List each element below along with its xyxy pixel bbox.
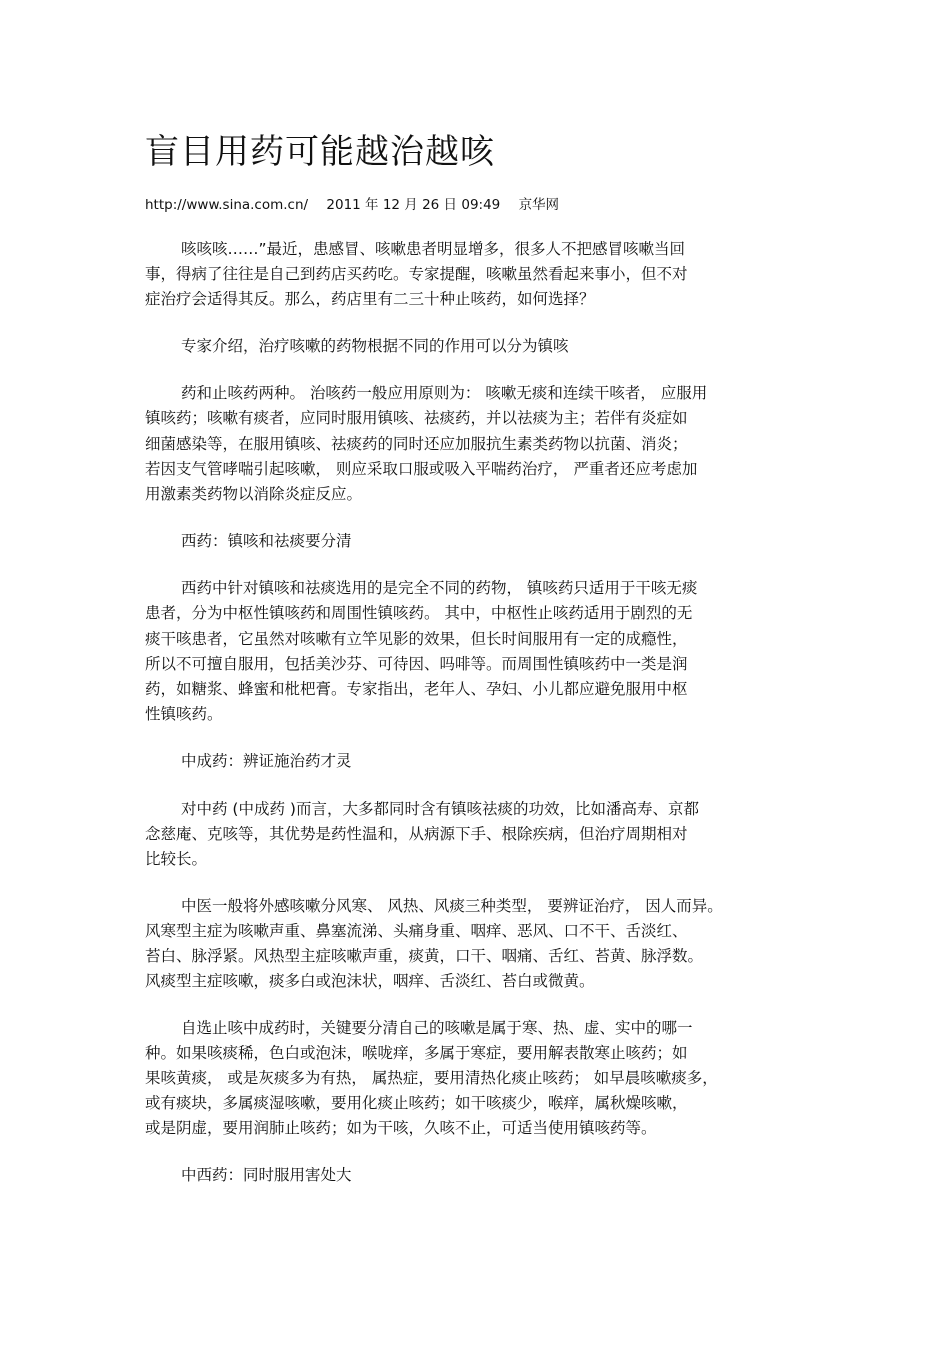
- section-heading: 中西药：同时服用害处大: [181, 1166, 352, 1184]
- body-line: 苔白、脉浮紧。风热型主症咳嗽声重，痰黄，口干、咽痛、舌红、苔黄、脉浮数。: [145, 947, 704, 965]
- body-line: 咳咳咳……”最近，患感冒、咳嗽患者明显增多，很多人不把感冒咳嗽当回: [181, 240, 686, 258]
- body-line: 风寒型主症为咳嗽声重、鼻塞流涕、头痛身重、咽痒、恶风、口不干、舌淡红、: [145, 922, 688, 940]
- body-line: 比较长。: [145, 850, 208, 868]
- source-name: 京华网: [518, 197, 560, 213]
- body-line: 念慈庵、克咳等，其优势是药性温和，从病源下手、根除疾病，但治疗周期相对: [145, 825, 688, 843]
- body-line: 或是阴虚，要用润肺止咳药；如为干咳，久咳不止，可适当使用镇咳药等。: [145, 1119, 657, 1137]
- publish-date: 2011 年 12 月 26 日 09:49: [326, 197, 501, 213]
- body-line: 症治疗会适得其反。那么，药店里有二三十种止咳药，如何选择？: [145, 290, 595, 308]
- article-title: 盲目用药可能越治越咳: [145, 132, 495, 172]
- body-line: 西药中针对镇咳和祛痰选用的是完全不同的药物， 镇咳药只适用于干咳无痰: [181, 579, 698, 597]
- body-line: 患者，分为中枢性镇咳药和周围性镇咳药。 其中，中枢性止咳药适用于剧烈的无: [145, 604, 693, 622]
- body-line: 所以不可擅自服用，包括美沙芬、可待因、吗啡等。而周围性镇咳药中一类是润: [145, 655, 688, 673]
- body-line: 痰干咳患者，它虽然对咳嗽有立竿见影的效果，但长时间服用有一定的成瘾性，: [145, 630, 688, 648]
- body-line: 种。如果咳痰稀，色白或泡沫，喉咙痒，多属于寒症，要用解表散寒止咳药；如: [145, 1044, 688, 1062]
- body-line: 药，如糖浆、蜂蜜和枇杷膏。专家指出，老年人、孕妇、小儿都应避免服用中枢: [145, 680, 688, 698]
- body-line: 用激素类药物以消除炎症反应。: [145, 485, 363, 503]
- body-line: 或有痰块，多属痰湿咳嗽，要用化痰止咳药；如干咳痰少，喉痒，属秋燥咳嗽，: [145, 1094, 688, 1112]
- body-line: 事，得病了往往是自己到药店买药吃。专家提醒，咳嗽虽然看起来事小，但不对: [145, 265, 688, 283]
- body-line: 风痰型主症咳嗽，痰多白或泡沫状，咽痒、舌淡红、苔白或微黄。: [145, 972, 595, 990]
- body-line: 自选止咳中成药时，关键要分清自己的咳嗽是属于寒、热、虚、实中的哪一: [181, 1019, 693, 1037]
- body-line: 性镇咳药。: [145, 705, 223, 723]
- body-line: 对中药 (中成药 )而言，大多都同时含有镇咳祛痰的功效，比如潘高寿、京都: [181, 800, 699, 818]
- body-line: 果咳黄痰， 或是灰痰多为有热， 属热症，要用清热化痰止咳药； 如早晨咳嗽痰多，: [145, 1069, 718, 1087]
- body-line: 若因支气管哮喘引起咳嗽， 则应采取口服或吸入平喘药治疗， 严重者还应考虑加: [145, 460, 698, 478]
- section-heading: 中成药：辨证施治药才灵: [181, 752, 352, 770]
- body-line: 药和止咳药两种。 治咳药一般应用原则为： 咳嗽无痰和连续干咳者， 应服用: [181, 384, 708, 402]
- body-line: 专家介绍，治疗咳嗽的药物根据不同的作用可以分为镇咳: [181, 337, 569, 355]
- body-line: 细菌感染等，在服用镇咳、祛痰药的同时还应加服抗生素类药物以抗菌、消炎；: [145, 435, 688, 453]
- body-line: 镇咳药；咳嗽有痰者，应同时服用镇咳、祛痰药，并以祛痰为主；若伴有炎症如: [145, 409, 688, 427]
- section-heading: 西药：镇咳和祛痰要分清: [181, 532, 352, 550]
- source-url: http://www.sina.com.cn/: [145, 197, 309, 213]
- article-meta: [145, 193, 573, 213]
- body-line: 中医一般将外感咳嗽分风寒、 风热、风痰三种类型， 要辨证治疗， 因人而异。: [181, 897, 723, 915]
